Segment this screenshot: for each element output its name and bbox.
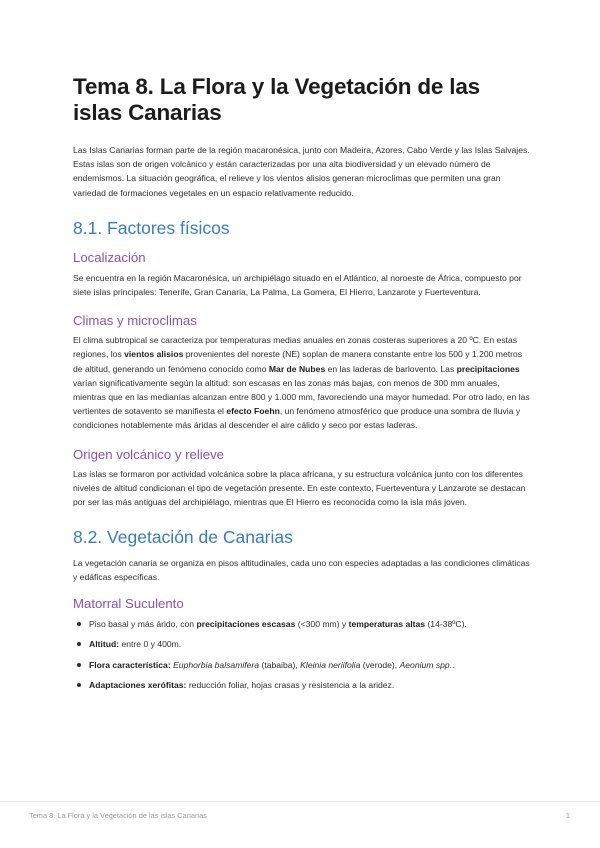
matorral-list: [73, 618, 533, 692]
text-run: , un fenómeno atmosférico que produce una sombra de lluvia y condiciones notablemente más áridas al descender el aire cálido y seco por estas laderas.: [73, 406, 521, 431]
text-run: (14-38ºC).: [425, 618, 467, 629]
vegetacion-paragraph: La vegetación canaria se organiza en pisos altitudinales, cada uno con especies adaptadas a las condiciones climáticas y edáficas específicas.: [73, 558, 530, 583]
subheading-localizacion: Localización: [73, 249, 146, 265]
text-run: .: [452, 659, 455, 670]
subheading-matorral: Matorral Suculento: [73, 595, 184, 611]
footer-divider: [0, 801, 600, 802]
bold-term: Flora característica:: [89, 659, 171, 670]
species-name: Aeonium spp.: [399, 659, 453, 670]
list-item: [73, 679, 533, 691]
bullet-icon: [77, 622, 81, 626]
bold-term-precipitaciones: precipitaciones: [456, 363, 520, 374]
page-title: Tema 8. La Flora y la Vegetación de las islas Canarias: [73, 74, 480, 125]
footer-title: Tema 8. La Flora y la Vegetación de las islas Canarias: [29, 811, 207, 820]
bullet-icon: [77, 663, 81, 667]
bold-term-efecto-foehn: efecto Foehn: [226, 406, 280, 417]
text-run: provenientes del noreste (NE) soplan de manera constante entre los 500 y 1.200 metros de altitud, generando un fenómeno conocido como: [73, 349, 523, 374]
text-run: varían significativamente según la altitud: son escasas en las zonas más bajas, con menos de 300 mm anuales, mientras que en las medianías alcanzan entre 800 y 1.000 mm, favoreciendo una mayor humedad. Por otro lado, en las vertientes de sotavento se manifiesta el: [73, 377, 530, 417]
text-run: reducción foliar, hojas crasas y resistencia a la aridez.: [186, 680, 395, 691]
intro-paragraph: Las Islas Canarias forman parte de la región macaronésica, junto con Madeira, Azores, Cabo Verde y las Islas Salvajes. Estas islas son de origen volcánico y están caracterizadas por una alta biodiversidad y un elevado número de endemismos. La situación geográfica, el relieve y los vientos alisios generan microclimas que permiten una gran variedad de formaciones vegetales en un espacio relativamente reducido.: [73, 145, 530, 198]
text-run: (<300 mm) y: [295, 618, 349, 629]
bold-term-mar-de-nubes: Mar de Nubes: [268, 363, 326, 374]
text-run: El clima subtropical se caracteriza por temperaturas medias anuales en zonas costeras superiores a 20 ºC. En estas regiones, los: [73, 335, 518, 360]
bold-term: temperaturas altas: [348, 618, 426, 629]
species-name: Kleinia neriifolia: [300, 659, 361, 670]
origen-paragraph: Las islas se formaron por actividad volcánica sobre la placa africana, y su estructura volcánica junto con los diferentes niveles de altitud condicionan el tipo de vegetación presente. En este contexto, Fuerteventura y Lanzarote se destacan por ser las más antiguas del archipiélago, mientras que El Hierro es reconocida como la isla más joven.: [73, 468, 526, 508]
text-run: entre 0 y 400m.: [119, 639, 182, 650]
bold-term-vientos-alisios: vientos alisios: [124, 349, 184, 360]
section-heading-factores: 8.1. Factores físicos: [73, 217, 230, 238]
bold-term: Altitud:: [89, 639, 120, 650]
bold-term: precipitaciones escasas: [196, 618, 296, 629]
text-run: Piso basal y más árido, con: [89, 618, 197, 629]
bullet-icon: [77, 642, 81, 646]
list-item: [73, 618, 533, 630]
text-run: en las laderas de barlovento. Las: [325, 363, 457, 374]
bullet-icon: [77, 683, 81, 687]
list-item: [73, 659, 533, 671]
species-name: Euphorbia balsamifera: [173, 659, 260, 670]
page-number: 1: [565, 811, 570, 820]
text-run: (verode),: [360, 659, 400, 670]
subheading-climas: Climas y microclimas: [73, 313, 197, 329]
localizacion-paragraph: Se encuentra en la región Macaronésica, un archipiélago situado en el Atlántico, al noroeste de África, compuesto por siete islas principales: Tenerife, Gran Canaria, La Palma, La Gomera, El Hierro, Lanzarote y Fuerteventura.: [73, 272, 522, 298]
document-page: [73, 74, 533, 700]
section-heading-vegetacion: 8.2. Vegetación de Canarias: [73, 527, 293, 548]
climas-paragraph: [73, 333, 533, 432]
bold-term: Adaptaciones xerófitas:: [89, 680, 187, 691]
list-item: [73, 638, 533, 650]
subheading-origen: Origen volcánico y relieve: [73, 446, 224, 462]
text-run: (tabaiba),: [259, 659, 301, 670]
